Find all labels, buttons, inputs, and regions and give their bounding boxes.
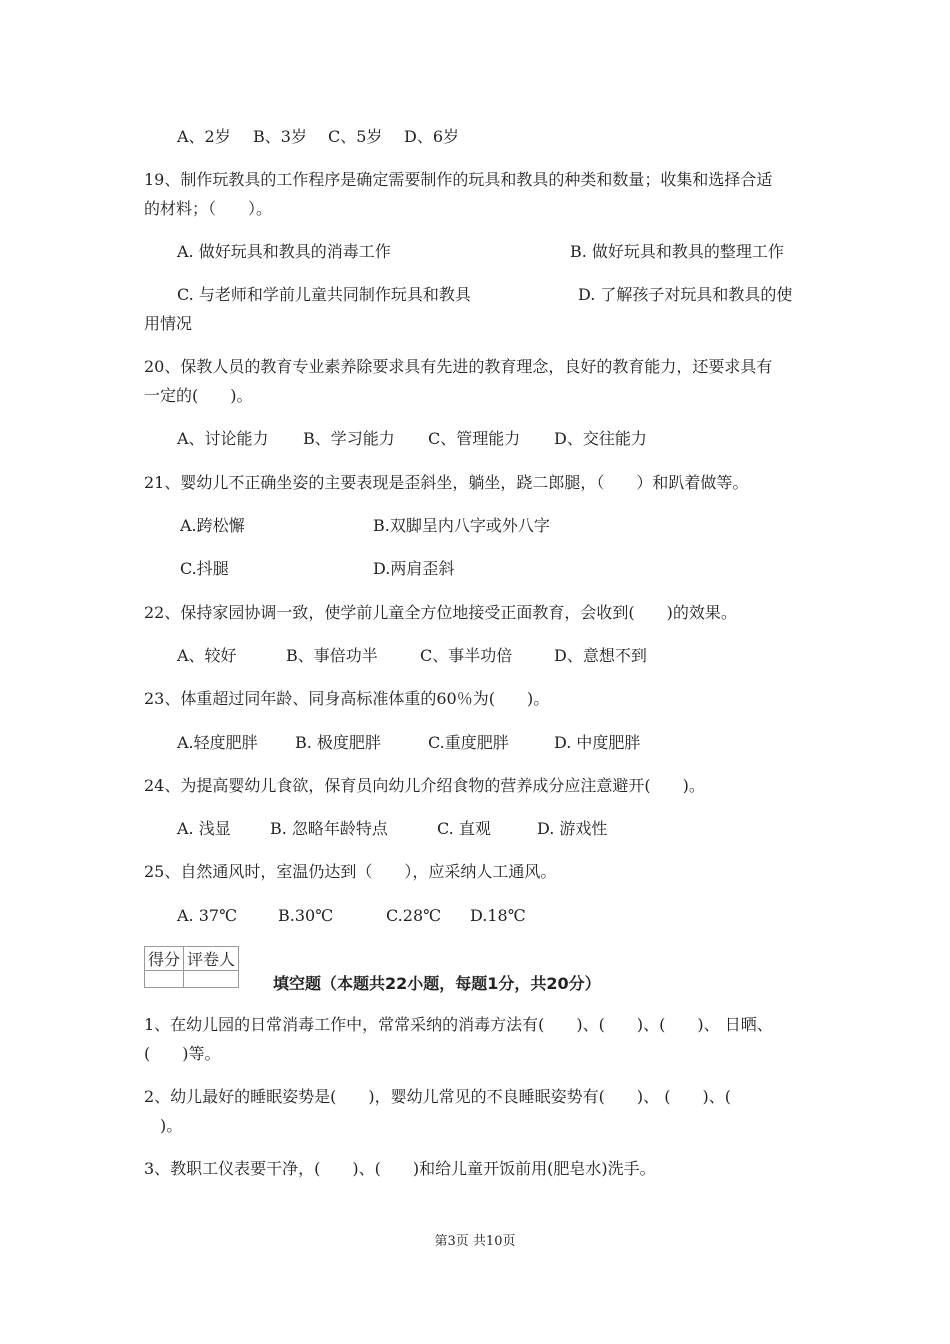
q25-option-c: C.28℃ bbox=[386, 906, 442, 925]
q21-option-c: C.抖腿 bbox=[180, 559, 229, 578]
q23-option-d: D. 中度肥胖 bbox=[554, 733, 641, 752]
q19-option-b: B. 做好玩具和教具的整理工作 bbox=[570, 242, 784, 261]
q23-stem: 23、体重超过同年龄、同身高标准体重的60％为( )。 bbox=[144, 689, 550, 708]
q18-option-a: A、2岁 bbox=[177, 127, 231, 146]
q24-option-c: C. 直观 bbox=[437, 819, 491, 838]
q19-stem-line2: 的材料；（ ）。 bbox=[144, 199, 273, 218]
q24-stem: 24、为提高婴幼儿食欲，保育员向幼儿介绍食物的营养成分应注意避开( )。 bbox=[144, 776, 705, 795]
q19-option-d: D. 了解孩子对玩具和教具的使 bbox=[578, 285, 793, 304]
fill-q1-line1: 1、在幼儿园的日常消毒工作中，常常采纳的消毒方法有( )、( )、( )、 日晒、 bbox=[144, 1015, 773, 1034]
q19-option-c: C. 与老师和学前儿童共同制作玩具和教具 bbox=[177, 285, 471, 304]
q23-option-c: C.重度肥胖 bbox=[428, 733, 509, 752]
q25-stem: 25、自然通风时，室温仍达到（ ），应采纳人工通风。 bbox=[144, 862, 557, 881]
q25-option-a: A. 37℃ bbox=[177, 906, 237, 925]
q23-option-b: B. 极度肥胖 bbox=[295, 733, 381, 752]
fill-q1-line2: ( )等。 bbox=[144, 1044, 221, 1063]
page-footer: 第3页 共10页 bbox=[434, 1234, 516, 1249]
q24-option-d: D. 游戏性 bbox=[537, 819, 608, 838]
fill-q2-line1: 2、幼儿最好的睡眠姿势是( )，婴幼儿常见的不良睡眠姿势有( )、 ( )、( bbox=[144, 1087, 731, 1106]
q20-option-a: A、讨论能力 bbox=[177, 429, 269, 448]
q20-option-d: D、交往能力 bbox=[554, 429, 647, 448]
q22-option-a: A、较好 bbox=[177, 646, 237, 665]
q22-option-d: D、意想不到 bbox=[554, 646, 647, 665]
fill-q2-line2: )。 bbox=[144, 1116, 183, 1135]
q18-option-d: D、6岁 bbox=[404, 127, 460, 146]
q25-option-b: B.30℃ bbox=[278, 906, 334, 925]
q20-option-c: C、管理能力 bbox=[428, 429, 521, 448]
q22-option-c: C、事半功倍 bbox=[420, 646, 513, 665]
q19-option-d-cont: 用情况 bbox=[144, 314, 193, 333]
q21-option-a: A.跨松懈 bbox=[180, 516, 245, 535]
q19-option-a: A. 做好玩具和教具的消毒工作 bbox=[177, 242, 391, 261]
grader-cell bbox=[184, 971, 239, 988]
q20-stem-line1: 20、保教人员的教育专业素养除要求具有先进的教育理念，良好的教育能力，还要求具有 bbox=[144, 357, 773, 376]
q20-stem-line2: 一定的( )。 bbox=[144, 386, 253, 405]
q25-option-d: D.18℃ bbox=[470, 906, 526, 925]
score-cell bbox=[145, 971, 184, 988]
score-label: 得分 bbox=[145, 947, 184, 971]
q24-option-a: A. 浅显 bbox=[177, 819, 231, 838]
q22-option-b: B、事倍功半 bbox=[286, 646, 378, 665]
q18-option-c: C、5岁 bbox=[328, 127, 383, 146]
score-box bbox=[144, 946, 239, 988]
section-title: 填空题（本题共22小题，每题1分，共20分） bbox=[273, 974, 601, 993]
q21-stem: 21、婴幼儿不正确坐姿的主要表现是歪斜坐，躺坐，跷二郎腿，（ ）和趴着做等。 bbox=[144, 473, 749, 492]
q21-option-d: D.两肩歪斜 bbox=[373, 559, 455, 578]
grader-label: 评卷人 bbox=[184, 947, 239, 971]
q23-option-a: A.轻度肥胖 bbox=[177, 733, 258, 752]
q20-option-b: B、学习能力 bbox=[303, 429, 395, 448]
q18-option-b: B、3岁 bbox=[253, 127, 307, 146]
q22-stem: 22、保持家园协调一致，使学前儿童全方位地接受正面教育，会收到( )的效果。 bbox=[144, 603, 737, 622]
q21-option-b: B.双脚呈内八字或外八字 bbox=[373, 516, 550, 535]
fill-q3: 3、教职工仪表要干净，( )、( )和给儿童开饭前用(肥皂水)洗手。 bbox=[144, 1159, 656, 1178]
q19-stem-line1: 19、制作玩教具的工作程序是确定需要制作的玩具和教具的种类和数量；收集和选择合适 bbox=[144, 170, 773, 189]
q24-option-b: B. 忽略年龄特点 bbox=[270, 819, 388, 838]
